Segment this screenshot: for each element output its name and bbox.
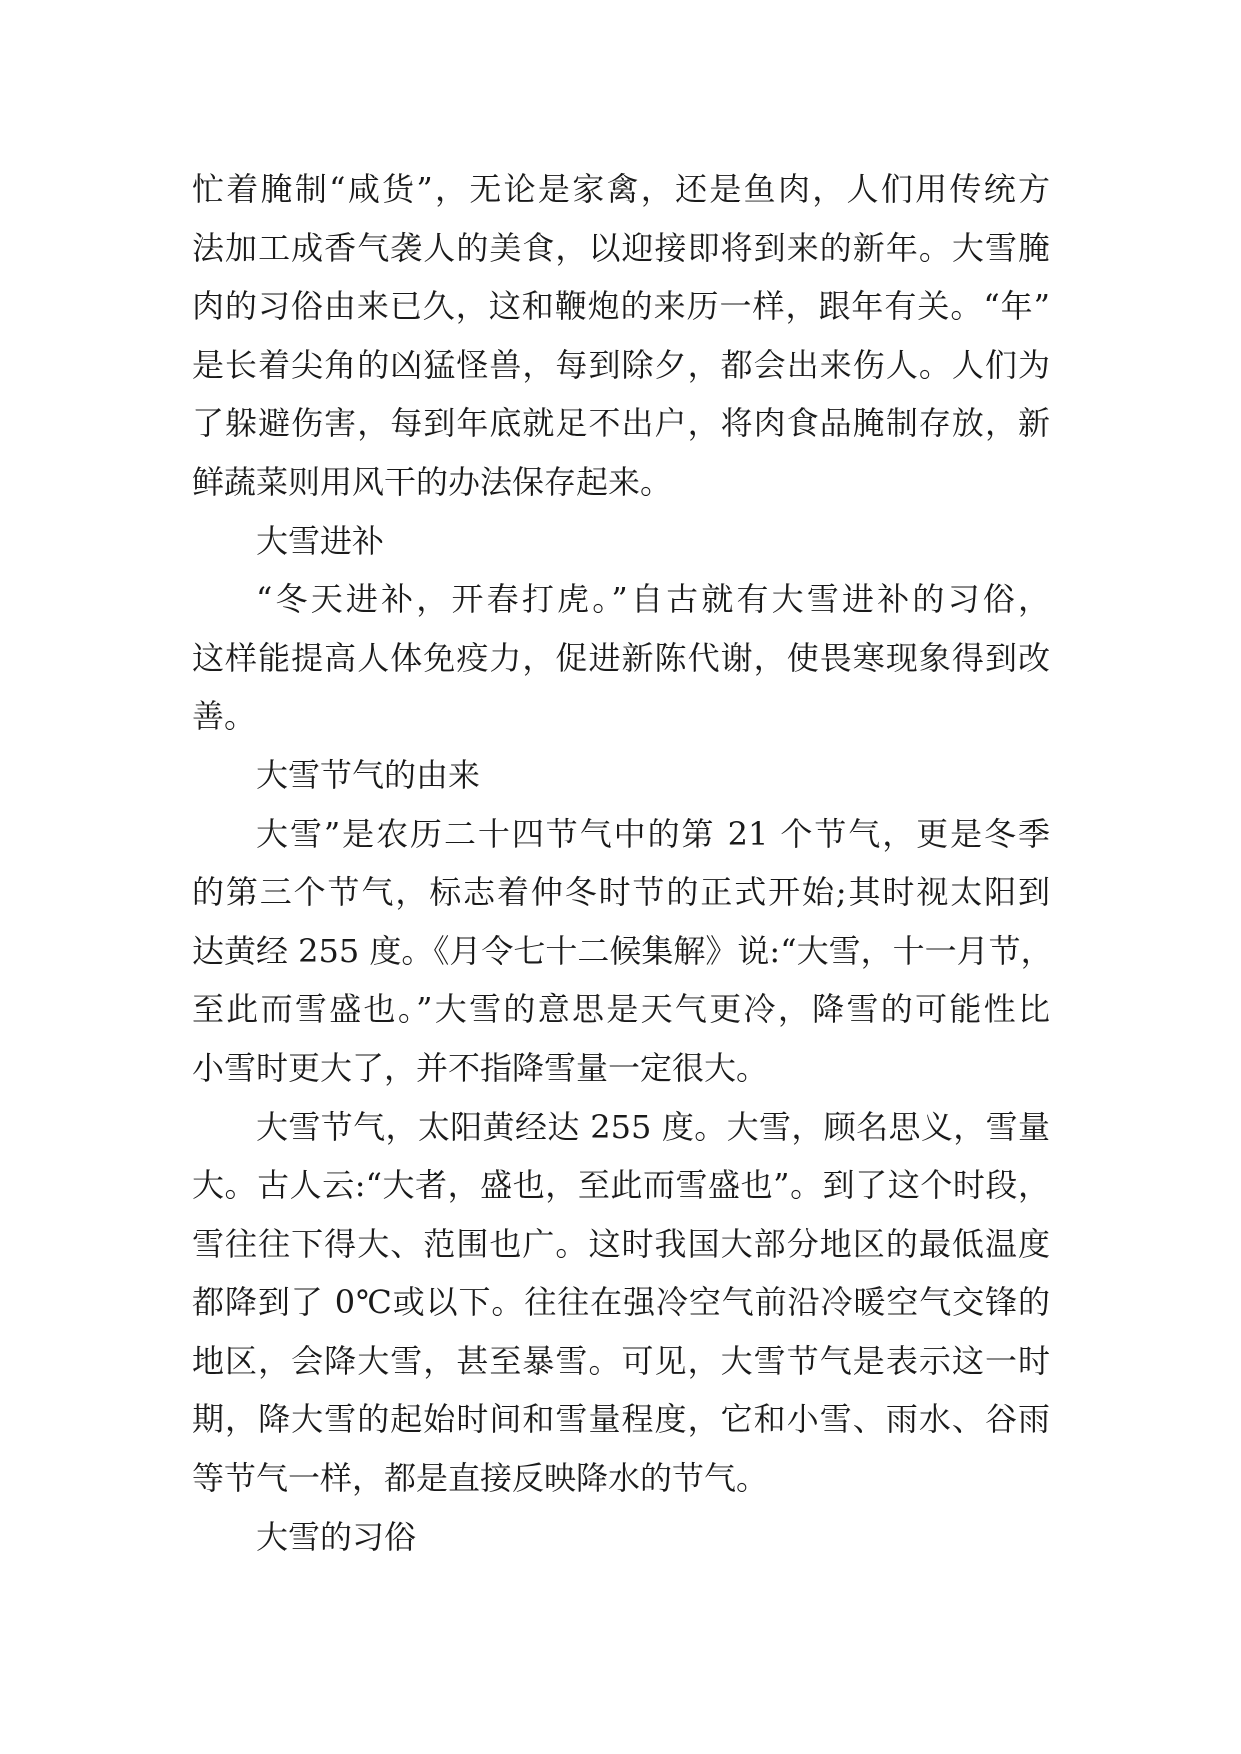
paragraph-line: 的第三个节气，标志着仲冬时节的正式开始;其时视太阳到 <box>192 873 1050 912</box>
paragraph-line: 小雪时更大了，并不指降雪量一定很大。 <box>192 1048 769 1087</box>
section-heading: 大雪节气的由来 <box>256 755 481 794</box>
paragraph-line: 等节气一样，都是直接反映降水的节气。 <box>192 1459 769 1498</box>
paragraph-line: 至此而雪盛也。”大雪的意思是天气更冷，降雪的可能性比 <box>192 990 1050 1029</box>
paragraph-line: “冬天进补，开春打虎。”自古就有大雪进补的习俗， <box>256 580 1050 619</box>
paragraph-line: 鲜蔬菜则用风干的办法保存起来。 <box>192 462 673 501</box>
paragraph-line: 了躲避伤害，每到年底就足不出户，将肉食品腌制存放，新 <box>192 404 1050 443</box>
document-body <box>192 160 1053 1566</box>
paragraph-line: 忙着腌制“咸货”，无论是家禽，还是鱼肉，人们用传统方 <box>192 170 1050 208</box>
paragraph-line: 这样能提高人体免疫力，促进新陈代谢，使畏寒现象得到改 <box>192 638 1050 677</box>
paragraph-line: 肉的习俗由来已久，这和鞭炮的来历一样，跟年有关。“年” <box>192 287 1050 326</box>
paragraph-line: 期，降大雪的起始时间和雪量程度，它和小雪、雨水、谷雨 <box>192 1400 1050 1439</box>
paragraph-line: 都降到了 0℃或以下。往往在强冷空气前沿冷暖空气交锋的 <box>192 1283 1050 1322</box>
paragraph-line: 大雪”是农历二十四节气中的第 21 个节气，更是冬季 <box>256 814 1050 853</box>
paragraph-line: 达黄经 255 度。《月令七十二候集解》说:“大雪，十一月节， <box>192 931 1053 970</box>
paragraph-line: 大。古人云:“大者，盛也，至此而雪盛也”。到了这个时段， <box>192 1166 1050 1205</box>
paragraph-line: 法加工成香气袭人的美食，以迎接即将到来的新年。大雪腌 <box>192 228 1050 267</box>
section-heading: 大雪的习俗 <box>256 1517 417 1556</box>
paragraph-line: 是长着尖角的凶猛怪兽，每到除夕，都会出来伤人。人们为 <box>192 345 1050 384</box>
paragraph-line: 大雪节气，太阳黄经达 255 度。大雪，顾名思义，雪量 <box>256 1107 1050 1146</box>
section-heading: 大雪进补 <box>256 521 385 560</box>
paragraph-line: 善。 <box>192 697 257 736</box>
paragraph-line: 地区，会降大雪，甚至暴雪。可见，大雪节气是表示这一时 <box>192 1341 1050 1380</box>
paragraph-line: 雪往往下得大、范围也广。这时我国大部分地区的最低温度 <box>192 1224 1050 1263</box>
